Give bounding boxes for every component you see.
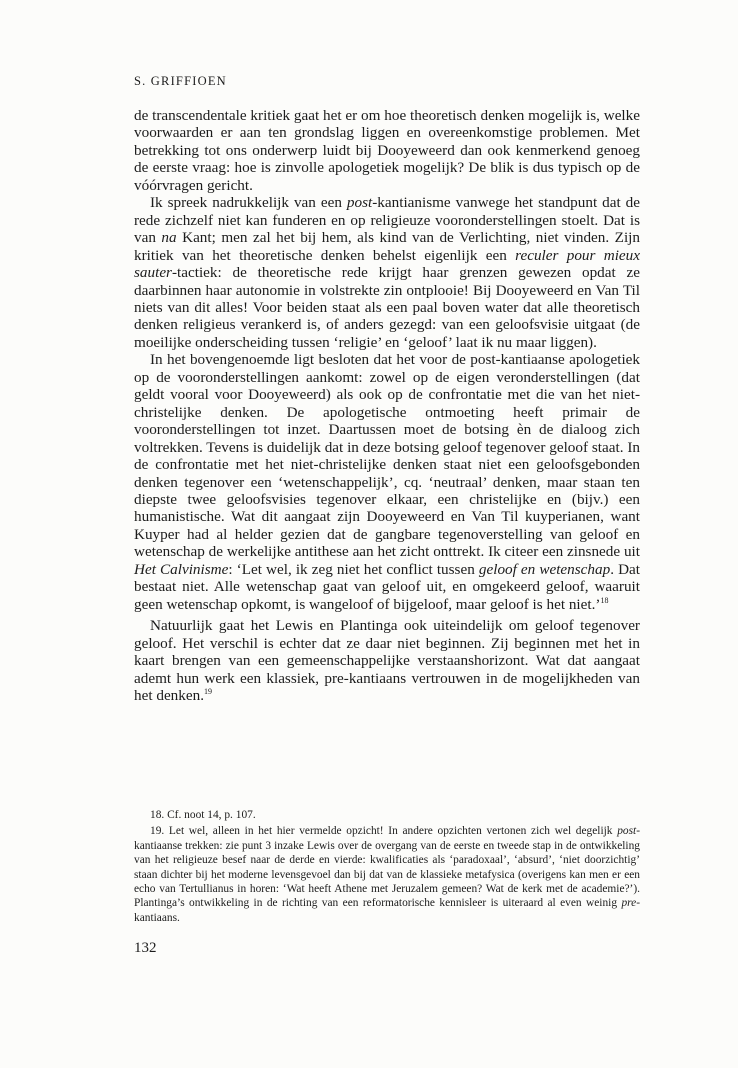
- p2-text-a: Ik spreek nadrukkelijk van een: [150, 194, 347, 212]
- p2-italic-reculer: reculer pour mieux sauter: [134, 246, 641, 282]
- fn19-text-c: -kantiaanse trekken: zie punt 3 inzake Lewis over de overgang van de eerste en tweede stap in de ontwikkeling van het religieuze besef naar de derde en vierde: kwalificaties als ‘paradoxaal’, ‘absurd’, ‘niet doorzichtig’ staan dichter bij het moderne levensgevoel dan bij dat van de klassieke metafysica (overigens kan men er een echo van Tertullianus in horen: ‘Wat heeft Athene met Jeruzalem gemeen? Wat de kerk met de academie?’). Plantinga’s ontwikkeling in de richting van een reformatorische kennisleer is uiteraard al even weinig: [134, 825, 640, 910]
- p2-italic-na: na: [161, 229, 177, 247]
- fn19-italic-post: post: [617, 825, 637, 838]
- footnotes: [134, 808, 640, 925]
- p3-text-e: . Dat bestaat niet. Alle wetenschap gaat van geloof uit, en omgekeerd geloof, waaruit geen wetenschap opkomt, is wangeloof of bijgeloof, maar geloof is het niet.’: [134, 560, 641, 613]
- p2-text-g: -tactiek: de theoretische rede krijgt haar grenzen gewezen opdat ze daarbinnen haar autonomie in volstrekte zin ontplooie! Bij Dooyeweerd en Van Til niets van dit alles! Voor beiden staat als een paal boven water dat alle theoretisch denken religieus verankerd is, of anders gezegd: van een geloofsvisie uitgaat (de moeilijke onderscheiding tussen ‘religie’ en ‘geloof’ laat ik nu maar liggen).: [134, 264, 640, 351]
- p2-text-c: -kantianisme vanwege het standpunt dat de rede zichzelf niet kan funderen en op religieuze vooronderstellingen stoelt. Dat is van: [134, 194, 640, 247]
- fn19-text-e: -kantiaans.: [134, 897, 640, 924]
- p4-text-a: Natuurlijk gaat het Lewis en Plantinga ook uiteindelijk om geloof tegenover geloof. Het verschil is echter dat ze daar niet beginnen. Zij beginnen met het in kaart brengen van een gemeenschappelijke verstaanshorizont. Wat dat aangaat ademt hun werk een klassiek, pre-kantiaans vertrouwen in de mogelijkheden van het denken.: [134, 617, 640, 704]
- running-head: S. GRIFFIOEN: [134, 74, 227, 88]
- body-text: [134, 107, 640, 704]
- footnote-ref-18[interactable]: 18: [600, 595, 609, 605]
- fn19-text-a: 19. Let wel, alleen in het hier vermelde opzicht! In andere opzichten vertonen zich wel degelijk: [150, 825, 618, 838]
- page-number: 132: [134, 940, 157, 956]
- paragraph-1: de transcendentale kritiek gaat het er om hoe theoretisch denken mogelijk is, welke voorwaarden er aan ten grondslag liggen en overeenkomstige problemen. Met betrekking tot ons onderwerp luidt bij Dooyeweerd dan ook kenmerkend genoeg de eerste vraag: hoe is zinvolle apologetiek mogelijk? De blik is dus typisch op de vóórvragen gericht.: [134, 107, 640, 194]
- footnote-19: [134, 824, 640, 925]
- fn19-italic-pre: pre: [621, 897, 637, 910]
- p3-italic-calvinisme: Het Calvinisme: [134, 560, 229, 578]
- p3-italic-geloof-wetenschap: geloof en wetenschap: [478, 560, 611, 578]
- footnote-ref-19[interactable]: 19: [204, 686, 213, 696]
- paragraph-2: [134, 194, 640, 351]
- p2-italic-post: post: [346, 194, 373, 212]
- footnote-18: 18. Cf. noot 14, p. 107.: [150, 809, 256, 821]
- p3-text-c: : ‘Let wel, ik zeg niet het conflict tussen: [228, 560, 479, 578]
- paragraph-3: [134, 351, 640, 613]
- p3-text-a: In het bovengenoemde ligt besloten dat het voor de post-kantiaanse apologetiek op de vooronderstellingen aankomt: zowel op de eigen veronderstellingen (dat geldt vooral voor Dooyeweerd) als ook op de confrontatie met die van het niet-christelijke denken. De apologetische ontmoeting heeft primair de vooronderstellingen tot inzet. Daartussen moet de botsing èn de dialoog zich voltrekken. Tevens is duidelijk dat in deze botsing geloof tegenover geloof staat. In de confrontatie met het niet-christelijke denken staat niet een geloofsgebonden denken tegenover een ‘wetenschappelijk’, cq. ‘neutraal’ denken, maar staan ten diepste twee geloofsvisies tegenover elkaar, een christelijke en (bijv.) een humanistische. Wat dit aangaat zijn Dooyeweerd en Van Til kuyperianen, want Kuyper had al helder gezien dat de gangbare tegenoverstelling van geloof en wetenschap de werkelijke antithese aan het zicht onttrekt. Ik citeer een zinsnede uit: [134, 351, 640, 561]
- p2-text-e: Kant; men zal het bij hem, als kind van de Verlichting, niet vinden. Zijn kritiek van het theoretische denken behelst eigenlijk een: [134, 229, 640, 264]
- paragraph-4: [134, 617, 640, 704]
